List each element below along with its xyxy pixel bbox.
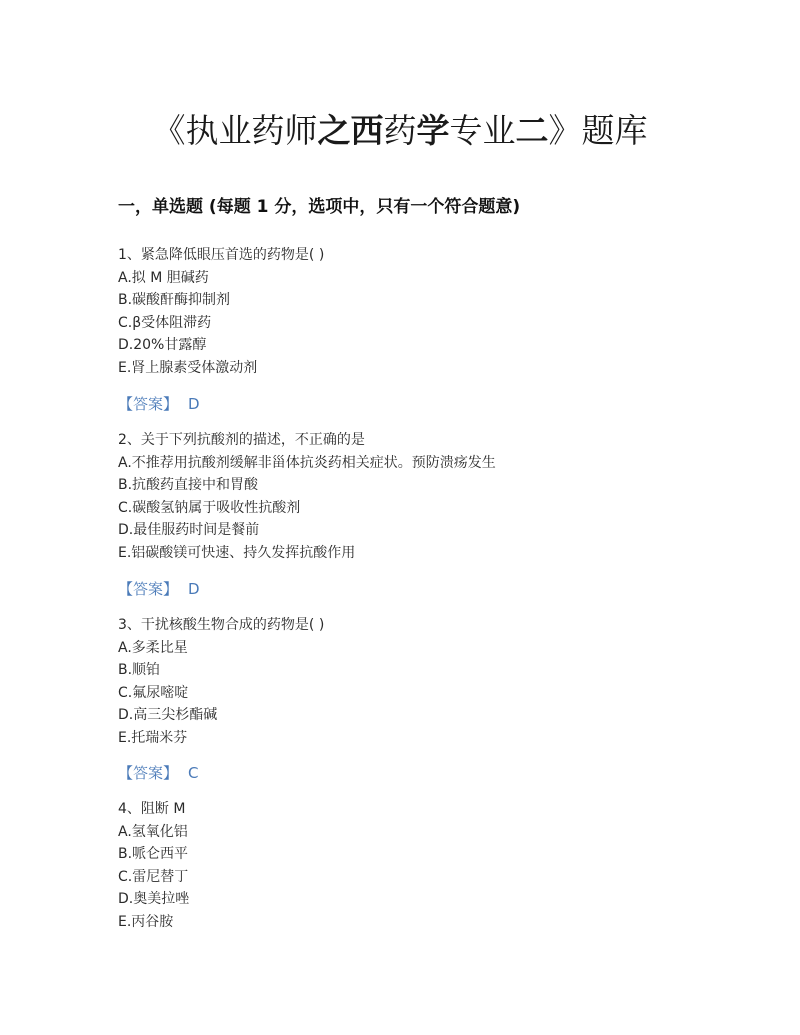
- option-b: B.顺铂: [118, 662, 161, 678]
- title-part-bold: 学: [416, 111, 450, 150]
- question-2: [118, 429, 738, 564]
- question-3: [118, 614, 738, 749]
- title-part-bold: 之西: [317, 111, 384, 150]
- option-b: B.碳酸酐酶抑制剂: [118, 292, 231, 308]
- title-part-bold: 二: [515, 111, 549, 150]
- answer-label: 【答案】: [118, 580, 179, 598]
- title-part: 药: [383, 111, 417, 150]
- option-e: E.肾上腺素受体激动剂: [118, 359, 258, 376]
- option-b: B.抗酸药直接中和胃酸: [118, 477, 259, 493]
- question-1: [118, 244, 738, 379]
- option-a: A.不推荐用抗酸剂缓解非甾体抗炎药相关症状。预防溃疡发生: [118, 454, 496, 471]
- option-d: D.奥美拉唑: [118, 891, 190, 907]
- option-c: C.雷尼替丁: [118, 868, 189, 885]
- option-c: C.碳酸氢钠属于吸收性抗酸剂: [118, 499, 301, 516]
- answer-2: [118, 578, 200, 600]
- question-4: [118, 798, 738, 933]
- answer-1: [118, 393, 200, 415]
- question-stem: 2、关于下列抗酸剂的描述，不正确的是: [118, 432, 365, 448]
- option-a: A.拟 M 胆碱药: [118, 269, 209, 286]
- option-e: E.托瑞米芬: [118, 729, 188, 746]
- title-part: 《执业药师: [152, 111, 318, 150]
- option-c: C.β受体阻滞药: [118, 314, 212, 331]
- page-title: [0, 108, 800, 154]
- title-part: 专业: [449, 111, 516, 150]
- option-e: E.铝碳酸镁可快速、持久发挥抗酸作用: [118, 544, 356, 561]
- answer-3: [118, 762, 199, 784]
- answer-value: D: [188, 580, 200, 598]
- question-stem: 1、紧急降低眼压首选的药物是( ): [118, 247, 325, 263]
- question-stem: 4、阻断 M: [118, 801, 186, 817]
- option-d: D.最佳服药时间是餐前: [118, 522, 260, 538]
- option-e: E.丙谷胺: [118, 913, 174, 930]
- answer-label: 【答案】: [118, 764, 179, 782]
- section-heading: 一，单选题 (每题 1 分，选项中，只有一个符合题意): [118, 197, 521, 217]
- option-a: A.氢氧化铝: [118, 823, 188, 840]
- option-d: D.20%甘露醇: [118, 337, 207, 353]
- option-b: B.哌仑西平: [118, 846, 189, 862]
- answer-label: 【答案】: [118, 395, 179, 413]
- option-c: C.氟尿嘧啶: [118, 684, 189, 701]
- question-stem: 3、干扰核酸生物合成的药物是( ): [118, 617, 325, 633]
- option-a: A.多柔比星: [118, 639, 188, 656]
- title-part: 》题库: [548, 111, 648, 150]
- option-d: D.高三尖杉酯碱: [118, 707, 218, 723]
- answer-value: C: [188, 764, 199, 782]
- answer-value: D: [188, 395, 200, 413]
